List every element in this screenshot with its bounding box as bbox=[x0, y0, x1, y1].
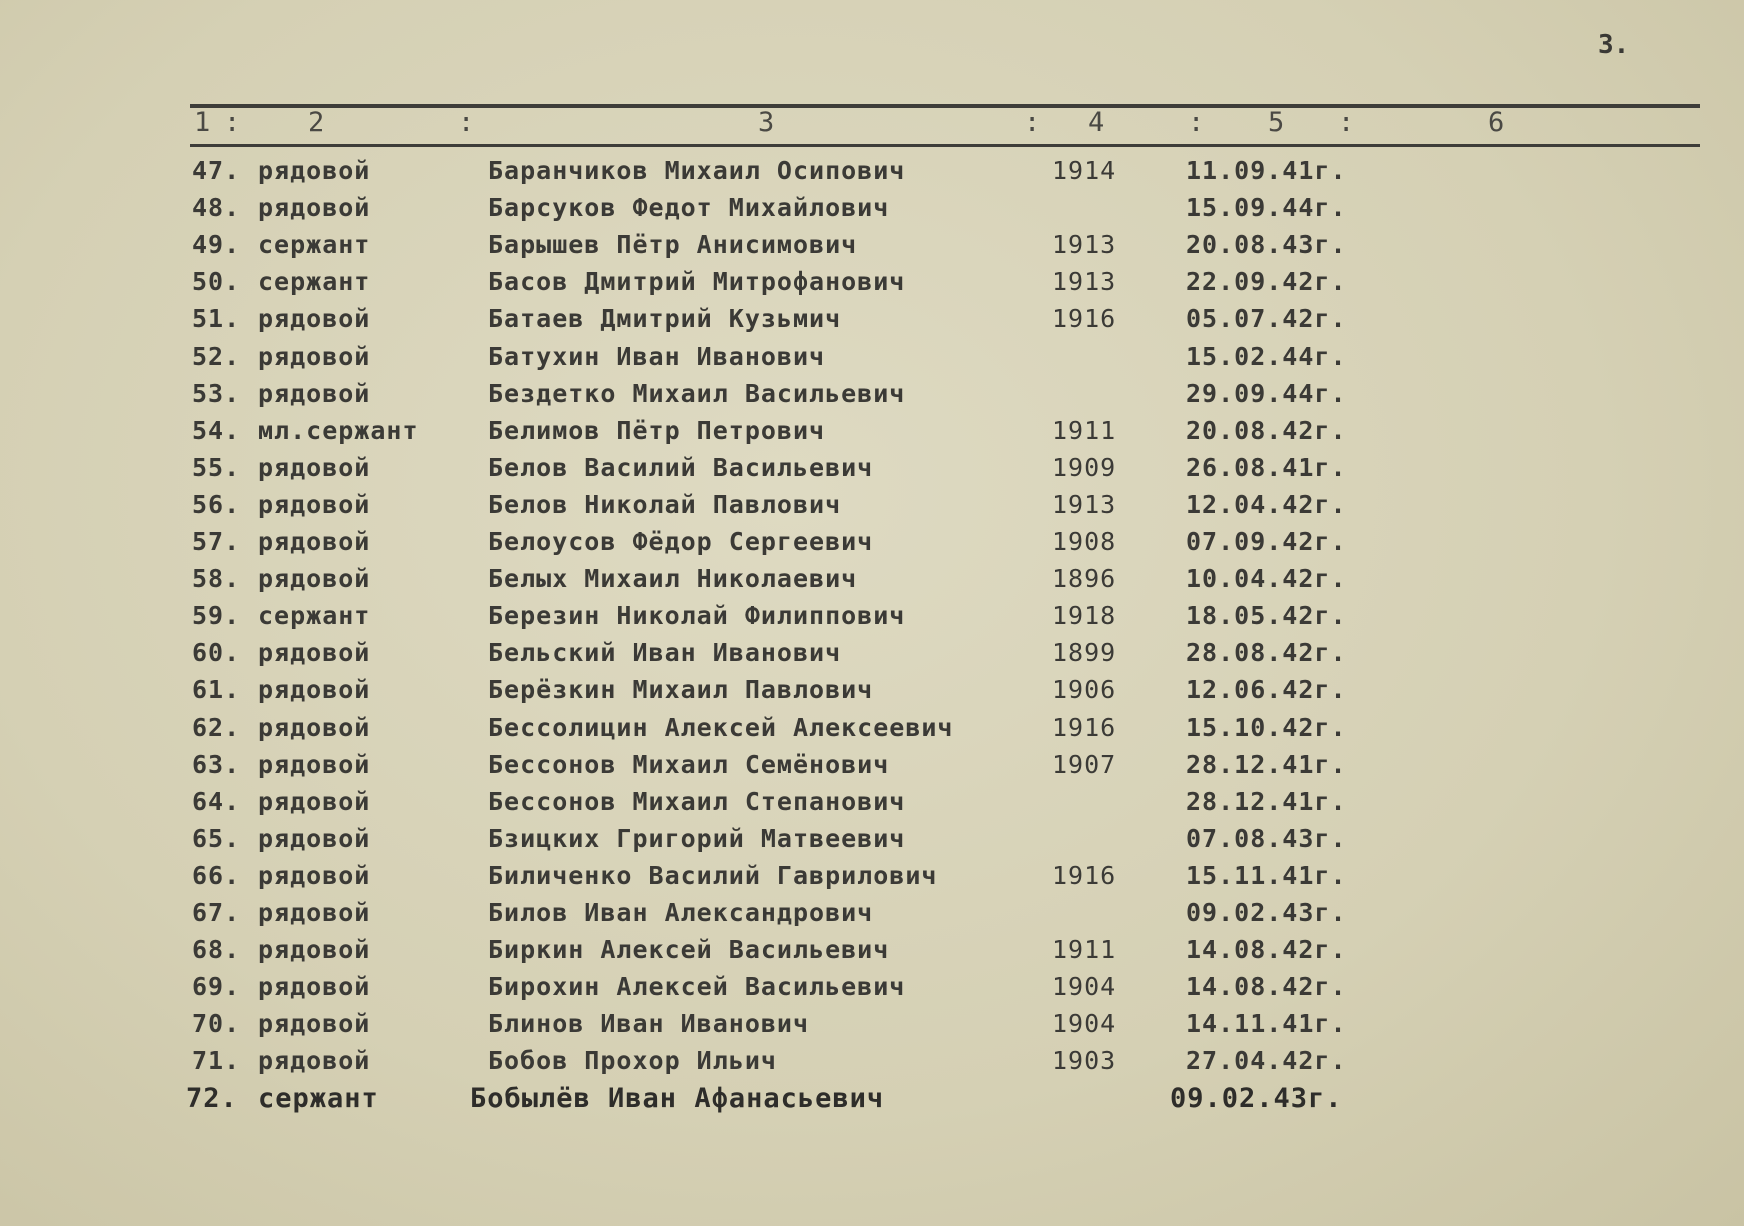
row-number: 55. bbox=[192, 452, 241, 482]
birth-year-cell: 1911 bbox=[1052, 935, 1117, 965]
birth-year-cell: 1907 bbox=[1052, 749, 1117, 779]
name-cell: Бобылёв Иван Афанасьевич bbox=[470, 1082, 885, 1114]
header-separator: : bbox=[1188, 107, 1205, 138]
table-row bbox=[0, 1007, 1744, 1044]
date-cell: 15.11.41г. bbox=[1186, 860, 1347, 890]
row-number: 71. bbox=[192, 1046, 241, 1076]
birth-year-cell: 1903 bbox=[1052, 1046, 1117, 1076]
row-number: 59. bbox=[192, 601, 241, 631]
row-number: 60. bbox=[192, 638, 241, 668]
table-row bbox=[0, 191, 1744, 228]
rank-cell: рядовой bbox=[258, 935, 371, 965]
table-row bbox=[0, 896, 1744, 933]
rank-cell: рядовой bbox=[258, 341, 371, 371]
date-cell: 15.10.42г. bbox=[1186, 712, 1347, 742]
name-cell: Бельский Иван Иванович bbox=[488, 638, 842, 668]
date-cell: 10.04.42г. bbox=[1186, 564, 1347, 594]
rank-cell: рядовой bbox=[258, 452, 371, 482]
table-row bbox=[0, 599, 1744, 636]
table-row bbox=[0, 711, 1744, 748]
header-col-1: 1 bbox=[194, 107, 211, 138]
table-row bbox=[0, 859, 1744, 896]
date-cell: 09.02.43г. bbox=[1186, 898, 1347, 927]
name-cell: Биркин Алексей Васильевич bbox=[488, 935, 890, 965]
birth-year-cell: 1914 bbox=[1052, 156, 1117, 185]
table-row bbox=[0, 154, 1744, 191]
rank-cell: рядовой bbox=[258, 898, 371, 927]
date-cell: 05.07.42г. bbox=[1186, 304, 1347, 334]
rank-cell: рядовой bbox=[258, 712, 371, 742]
birth-year-cell: 1916 bbox=[1052, 712, 1117, 742]
rank-cell: рядовой bbox=[258, 972, 371, 1002]
name-cell: Бездетко Михаил Васильевич bbox=[488, 378, 906, 408]
name-cell: Барсуков Федот Михайлович bbox=[488, 193, 890, 223]
date-cell: 22.09.42г. bbox=[1186, 267, 1347, 297]
row-number: 47. bbox=[192, 156, 241, 185]
table-row bbox=[0, 970, 1744, 1007]
header-col-2: 2 bbox=[308, 107, 325, 138]
table-row bbox=[0, 822, 1744, 859]
table-row bbox=[0, 414, 1744, 451]
birth-year-cell: 1896 bbox=[1052, 564, 1117, 594]
birth-year-cell: 1911 bbox=[1052, 415, 1117, 445]
name-cell: Баранчиков Михаил Осипович bbox=[488, 156, 906, 185]
header-col-3: 3 bbox=[758, 107, 775, 138]
row-number: 61. bbox=[192, 675, 241, 705]
date-cell: 28.08.42г. bbox=[1186, 638, 1347, 668]
table-row bbox=[0, 785, 1744, 822]
date-cell: 29.09.44г. bbox=[1186, 378, 1347, 408]
table-row bbox=[0, 562, 1744, 599]
rank-cell: рядовой bbox=[258, 489, 371, 519]
date-cell: 07.08.43г. bbox=[1186, 823, 1347, 853]
table-row bbox=[0, 525, 1744, 562]
table-row bbox=[0, 228, 1744, 265]
rank-cell: рядовой bbox=[258, 156, 371, 185]
name-cell: Билов Иван Александрович bbox=[488, 898, 874, 927]
date-cell: 28.12.41г. bbox=[1186, 786, 1347, 816]
date-cell: 15.02.44г. bbox=[1186, 341, 1347, 371]
page-number: 3. bbox=[1598, 30, 1630, 60]
row-number: 64. bbox=[192, 786, 241, 816]
rank-cell: сержант bbox=[258, 267, 371, 297]
row-number: 53. bbox=[192, 378, 241, 408]
header-separator: : bbox=[458, 107, 475, 138]
row-number: 72. bbox=[186, 1082, 238, 1114]
table-row bbox=[0, 340, 1744, 377]
header-separator: : bbox=[1024, 107, 1041, 138]
birth-year-cell: 1918 bbox=[1052, 601, 1117, 631]
birth-year-cell: 1908 bbox=[1052, 527, 1117, 556]
rank-cell: рядовой bbox=[258, 564, 371, 594]
rank-cell: рядовой bbox=[258, 860, 371, 890]
row-number: 54. bbox=[192, 415, 241, 445]
header-col-4: 4 bbox=[1088, 107, 1105, 138]
table-row bbox=[0, 302, 1744, 339]
table-row bbox=[0, 933, 1744, 970]
rank-cell: рядовой bbox=[258, 786, 371, 816]
row-number: 56. bbox=[192, 489, 241, 519]
rank-cell: сержант bbox=[258, 1082, 379, 1114]
name-cell: Белоусов Фёдор Сергеевич bbox=[488, 527, 874, 556]
date-cell: 27.04.42г. bbox=[1186, 1046, 1347, 1076]
birth-year-cell: 1904 bbox=[1052, 972, 1117, 1002]
date-cell: 20.08.43г. bbox=[1186, 230, 1347, 260]
rank-cell: рядовой bbox=[258, 823, 371, 853]
name-cell: Белов Николай Павлович bbox=[488, 489, 842, 519]
name-cell: Бессонов Михаил Семёнович bbox=[488, 749, 890, 779]
rank-cell: рядовой bbox=[258, 749, 371, 779]
rank-cell: сержант bbox=[258, 230, 371, 260]
name-cell: Барышев Пётр Анисимович bbox=[488, 230, 858, 260]
name-cell: Биличенко Василий Гаврилович bbox=[488, 860, 938, 890]
date-cell: 14.08.42г. bbox=[1186, 935, 1347, 965]
birth-year-cell: 1916 bbox=[1052, 860, 1117, 890]
table-row bbox=[0, 265, 1744, 302]
table-row bbox=[0, 748, 1744, 785]
name-cell: Бессонов Михаил Степанович bbox=[488, 786, 906, 816]
header-separator: : bbox=[224, 107, 241, 138]
row-number: 70. bbox=[192, 1009, 241, 1039]
header-col-6: 6 bbox=[1488, 107, 1505, 138]
row-number: 67. bbox=[192, 898, 241, 927]
date-cell: 07.09.42г. bbox=[1186, 527, 1347, 556]
date-cell: 14.08.42г. bbox=[1186, 972, 1347, 1002]
name-cell: Бзицких Григорий Матвеевич bbox=[488, 823, 906, 853]
date-cell: 09.02.43г. bbox=[1170, 1082, 1343, 1114]
name-cell: Бобов Прохор Ильич bbox=[488, 1046, 777, 1076]
date-cell: 18.05.42г. bbox=[1186, 601, 1347, 631]
rank-cell: рядовой bbox=[258, 378, 371, 408]
row-number: 65. bbox=[192, 823, 241, 853]
name-cell: Белимов Пётр Петрович bbox=[488, 415, 826, 445]
name-cell: Берёзкин Михаил Павлович bbox=[488, 675, 874, 705]
rank-cell: рядовой bbox=[258, 1009, 371, 1039]
date-cell: 14.11.41г. bbox=[1186, 1009, 1347, 1039]
row-number: 66. bbox=[192, 860, 241, 890]
name-cell: Бирохин Алексей Васильевич bbox=[488, 972, 906, 1002]
name-cell: Бессолицин Алексей Алексеевич bbox=[488, 712, 954, 742]
birth-year-cell: 1913 bbox=[1052, 267, 1117, 297]
header-separator: : bbox=[1338, 107, 1355, 138]
row-number: 63. bbox=[192, 749, 241, 779]
table-row bbox=[0, 673, 1744, 710]
row-number: 51. bbox=[192, 304, 241, 334]
birth-year-cell: 1909 bbox=[1052, 452, 1117, 482]
birth-year-cell: 1906 bbox=[1052, 675, 1117, 705]
table-row bbox=[0, 636, 1744, 673]
birth-year-cell: 1899 bbox=[1052, 638, 1117, 668]
date-cell: 28.12.41г. bbox=[1186, 749, 1347, 779]
rank-cell: рядовой bbox=[258, 304, 371, 334]
date-cell: 26.08.41г. bbox=[1186, 452, 1347, 482]
row-number: 62. bbox=[192, 712, 241, 742]
rank-cell: мл.сержант bbox=[258, 415, 419, 445]
birth-year-cell: 1913 bbox=[1052, 230, 1117, 260]
date-cell: 12.06.42г. bbox=[1186, 675, 1347, 705]
birth-year-cell: 1913 bbox=[1052, 489, 1117, 519]
row-number: 69. bbox=[192, 972, 241, 1002]
rank-cell: рядовой bbox=[258, 193, 371, 223]
rank-cell: сержант bbox=[258, 601, 371, 631]
name-cell: Белых Михаил Николаевич bbox=[488, 564, 858, 594]
name-cell: Белов Василий Васильевич bbox=[488, 452, 874, 482]
row-number: 48. bbox=[192, 193, 241, 223]
name-cell: Батаев Дмитрий Кузьмич bbox=[488, 304, 842, 334]
date-cell: 11.09.41г. bbox=[1186, 156, 1347, 185]
row-number: 58. bbox=[192, 564, 241, 594]
name-cell: Батухин Иван Иванович bbox=[488, 341, 826, 371]
row-number: 68. bbox=[192, 935, 241, 965]
table-row bbox=[0, 1082, 1744, 1119]
table-header bbox=[190, 104, 1700, 147]
name-cell: Березин Николай Филиппович bbox=[488, 601, 906, 631]
rank-cell: рядовой bbox=[258, 1046, 371, 1076]
date-cell: 15.09.44г. bbox=[1186, 193, 1347, 223]
birth-year-cell: 1916 bbox=[1052, 304, 1117, 334]
birth-year-cell: 1904 bbox=[1052, 1009, 1117, 1039]
table-row bbox=[0, 377, 1744, 414]
rank-cell: рядовой bbox=[258, 527, 371, 556]
table-row bbox=[0, 1044, 1744, 1081]
date-cell: 20.08.42г. bbox=[1186, 415, 1347, 445]
rank-cell: рядовой bbox=[258, 675, 371, 705]
name-cell: Басов Дмитрий Митрофанович bbox=[488, 267, 906, 297]
row-number: 49. bbox=[192, 230, 241, 260]
row-number: 50. bbox=[192, 267, 241, 297]
name-cell: Блинов Иван Иванович bbox=[488, 1009, 810, 1039]
rank-cell: рядовой bbox=[258, 638, 371, 668]
header-col-5: 5 bbox=[1268, 107, 1285, 138]
table-row bbox=[0, 451, 1744, 488]
date-cell: 12.04.42г. bbox=[1186, 489, 1347, 519]
table-row bbox=[0, 488, 1744, 525]
row-number: 52. bbox=[192, 341, 241, 371]
row-number: 57. bbox=[192, 527, 241, 556]
